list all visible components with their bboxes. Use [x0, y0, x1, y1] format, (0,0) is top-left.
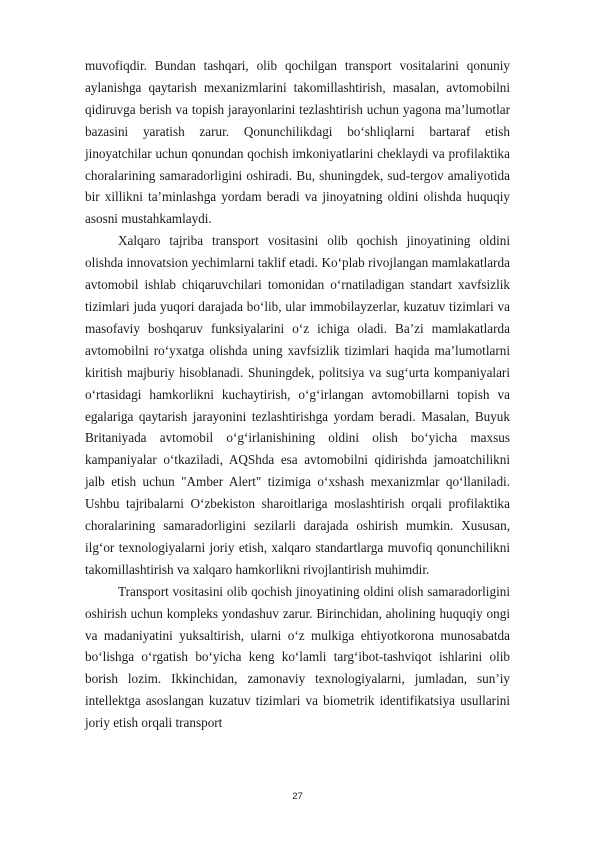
paragraph-1: muvofiqdir. Bundan tashqari, olib qochilgan transport vositalarini qonuniy aylanishga qaytarish mexanizmlarini takomillashtirish, masalan, avtomobilni qidiruvga berish va topish jarayonlarini tezlashtirish uchun yagona ma’lumotlar bazasini yaratish zarur. Qonunchilikdagi bo‘shliqlarni bartaraf etish jinoyatchilar uchun qonundan qochish imkoniyatlarini cheklaydi va profilaktika choralarining samaradorligini oshiradi. Bu, shuningdek, sud-tergov amaliyotida bir xillikni ta’minlashga yordam beradi va jinoyatning oldini olishda huquqiy asosni mustahkamlaydi. [85, 58, 510, 227]
paragraph-2: Xalqaro tajriba transport vositasini olib qochish jinoyatining oldini olishda innovatsion yechimlarni taklif etadi. Ko‘plab rivojlangan mamlakatlarda avtomobil ishlab chiqaruvchilari tomonidan o‘rnatiladigan standart xavfsizlik tizimlari juda yuqori darajada bo‘lib, ular immobilayzerlar, kuzatuv tizimlari va masofaviy boshqaruv funksiyalarini o‘z ichiga oladi. Ba’zi mamlakatlarda avtomobilni ro‘yxatga olishda uning xavfsizlik tizimlari haqida ma’lumotlarni kiritish majburiy hisoblanadi. Shuningdek, politsiya va sug‘urta kompaniyalari o‘rtasidagi hamkorlikni kuchaytirish, o‘g‘irlangan avtomobillarni topish va egalariga qaytarish jarayonini tezlashtirishga yordam beradi. Masalan, Buyuk Britaniyada avtomobil o‘g‘irlanishining oldini olish bo‘yicha maxsus kampaniyalar o‘tkaziladi, AQShda esa avtomobilni qidirishda jamoatchilikni jalb etish uchun "Amber Alert" tizimiga o‘xshash mexanizmlar qo‘llaniladi. Ushbu tajribalarni O‘zbekiston sharoitlariga moslashtirish orqali profilaktika choralarining samaradorligini sezilarli darajada oshirish mumkin. Xususan, ilg‘or texnologiyalarni joriy etish, xalqaro standartlarga muvofiq qonunchilikni takomillashtirish va xalqaro hamkorlikni rivojlantirish muhimdir. [85, 233, 510, 577]
body-text [85, 55, 510, 734]
paragraph-3: Transport vositasini olib qochish jinoyatining oldini olish samaradorligini oshirish uchun kompleks yondashuv zarur. Birinchidan, aholining huquqiy ongi va madaniyatini yuksaltirish, ularni o‘z mulkiga ehtiyotkorona munosabatda bo‘lishga o‘rgatish bo‘yicha keng ko‘lamli targ‘ibot-tashviqot ishlarini olib borish lozim. Ikkinchidan, zamonaviy texnologiyalarni, jumladan, sun’iy intellektga asoslangan kuzatuv tizimlari va biometrik identifikatsiya usullarini joriy etish orqali transport [85, 583, 510, 731]
page-number: 27 [292, 791, 303, 802]
